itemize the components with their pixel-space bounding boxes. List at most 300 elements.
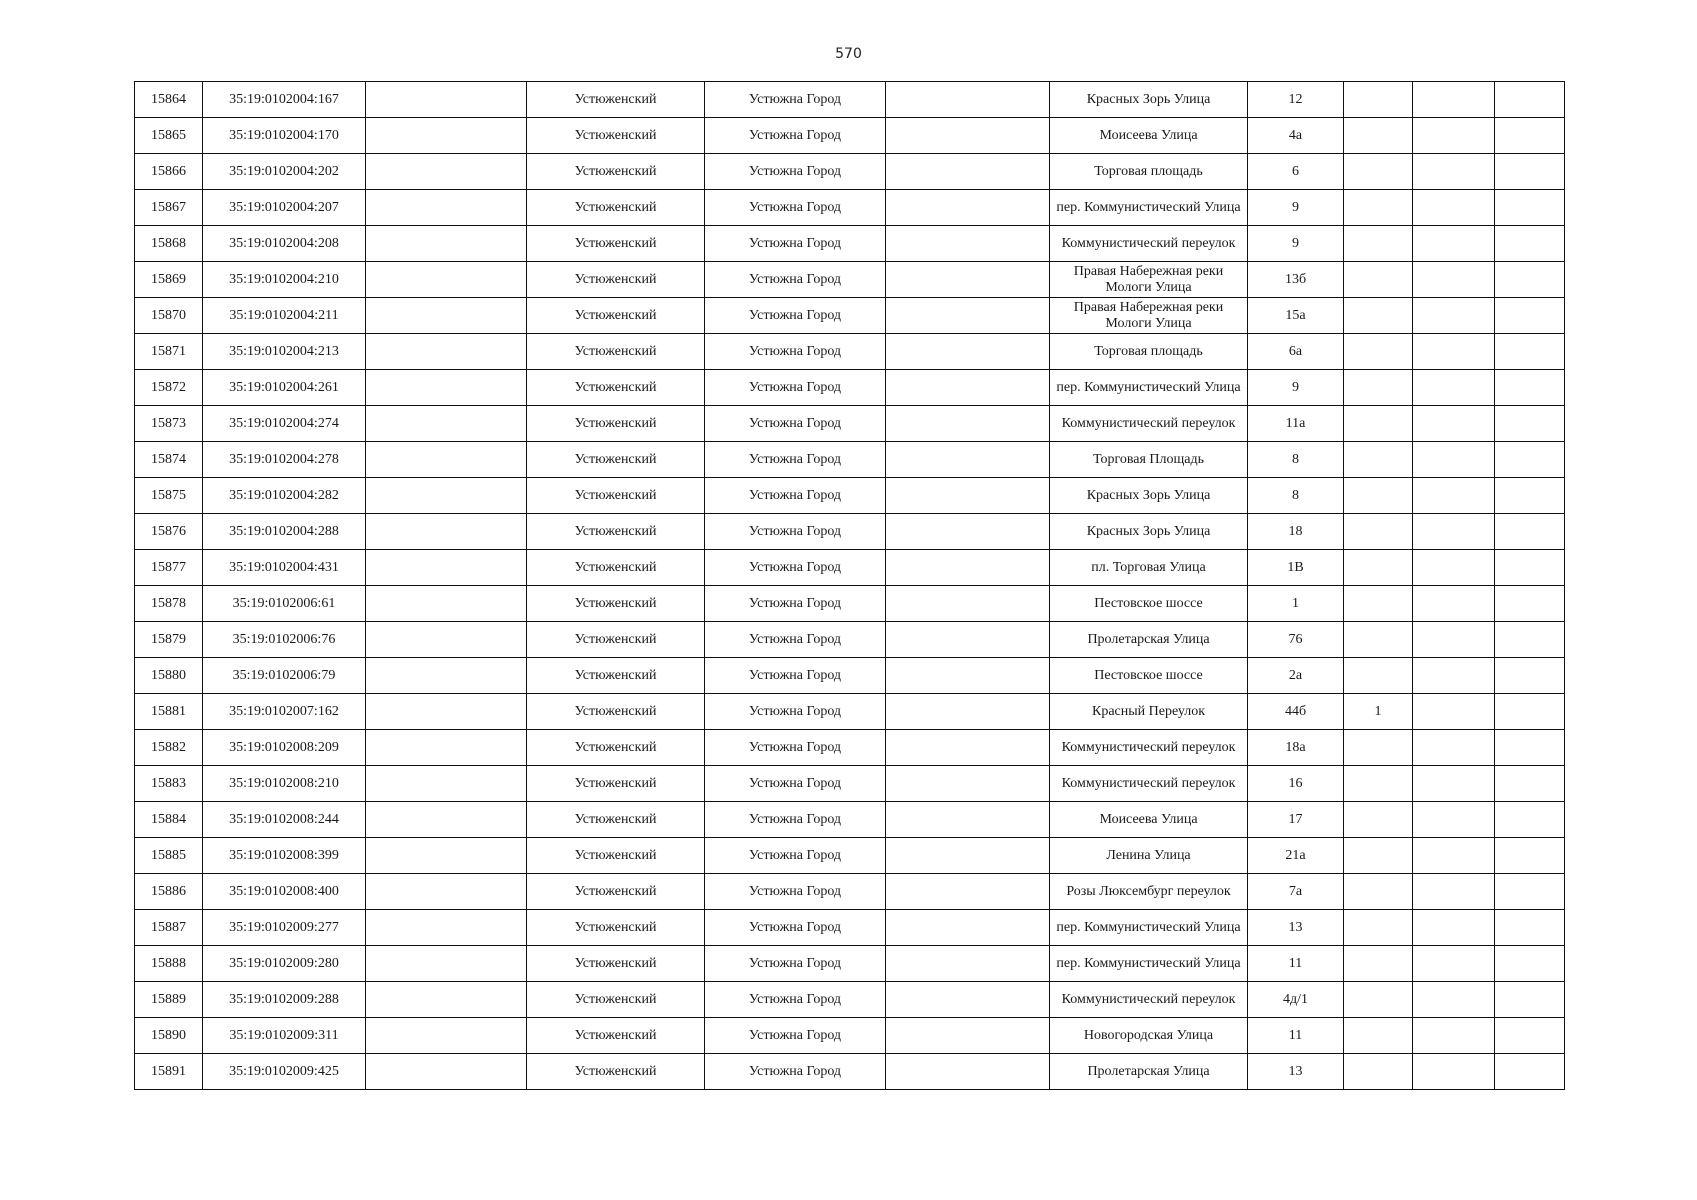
table-row bbox=[135, 874, 1565, 910]
cadastral-number-cell: 35:19:0102009:311 bbox=[203, 1018, 366, 1054]
empty-cell bbox=[1413, 1054, 1495, 1090]
settlement-cell: Устюжна Город bbox=[705, 82, 886, 118]
table-row bbox=[135, 838, 1565, 874]
house-number-cell: 16 bbox=[1248, 766, 1344, 802]
empty-cell bbox=[366, 118, 527, 154]
row-number-cell: 15868 bbox=[135, 226, 203, 262]
empty-cell bbox=[1495, 190, 1565, 226]
district-cell: Устюженский bbox=[527, 154, 705, 190]
empty-cell bbox=[1413, 622, 1495, 658]
row-number-cell: 15864 bbox=[135, 82, 203, 118]
extra-value-cell bbox=[1344, 622, 1413, 658]
empty-cell bbox=[1495, 586, 1565, 622]
empty-cell bbox=[1413, 442, 1495, 478]
extra-value-cell bbox=[1344, 1054, 1413, 1090]
house-number-cell: 1 bbox=[1248, 586, 1344, 622]
table-row bbox=[135, 1018, 1565, 1054]
empty-cell bbox=[1413, 694, 1495, 730]
table-row bbox=[135, 370, 1565, 406]
cadastral-number-cell: 35:19:0102004:170 bbox=[203, 118, 366, 154]
settlement-cell: Устюжна Город bbox=[705, 982, 886, 1018]
empty-cell bbox=[366, 514, 527, 550]
street-cell: Торговая Площадь bbox=[1050, 442, 1248, 478]
empty-cell bbox=[1495, 658, 1565, 694]
extra-value-cell bbox=[1344, 586, 1413, 622]
empty-cell bbox=[1495, 478, 1565, 514]
empty-cell bbox=[366, 154, 527, 190]
house-number-cell: 4а bbox=[1248, 118, 1344, 154]
registry-table bbox=[134, 81, 1565, 1090]
cadastral-number-cell: 35:19:0102006:61 bbox=[203, 586, 366, 622]
extra-value-cell bbox=[1344, 910, 1413, 946]
empty-cell bbox=[886, 262, 1050, 298]
cadastral-number-cell: 35:19:0102004:288 bbox=[203, 514, 366, 550]
table-row bbox=[135, 730, 1565, 766]
settlement-cell: Устюжна Город bbox=[705, 838, 886, 874]
row-number-cell: 15878 bbox=[135, 586, 203, 622]
empty-cell bbox=[1413, 226, 1495, 262]
empty-cell bbox=[366, 946, 527, 982]
street-cell: Красный Переулок bbox=[1050, 694, 1248, 730]
district-cell: Устюженский bbox=[527, 190, 705, 226]
empty-cell bbox=[1413, 838, 1495, 874]
settlement-cell: Устюжна Город bbox=[705, 874, 886, 910]
district-cell: Устюженский bbox=[527, 730, 705, 766]
extra-value-cell bbox=[1344, 802, 1413, 838]
row-number-cell: 15879 bbox=[135, 622, 203, 658]
settlement-cell: Устюжна Город bbox=[705, 118, 886, 154]
empty-cell bbox=[1413, 1018, 1495, 1054]
street-cell: Моисеева Улица bbox=[1050, 802, 1248, 838]
empty-cell bbox=[366, 658, 527, 694]
cadastral-number-cell: 35:19:0102006:79 bbox=[203, 658, 366, 694]
row-number-cell: 15889 bbox=[135, 982, 203, 1018]
empty-cell bbox=[1413, 154, 1495, 190]
empty-cell bbox=[886, 334, 1050, 370]
district-cell: Устюженский bbox=[527, 874, 705, 910]
cadastral-number-cell: 35:19:0102004:431 bbox=[203, 550, 366, 586]
empty-cell bbox=[1495, 838, 1565, 874]
table-row bbox=[135, 154, 1565, 190]
cadastral-number-cell: 35:19:0102007:162 bbox=[203, 694, 366, 730]
cadastral-number-cell: 35:19:0102004:278 bbox=[203, 442, 366, 478]
house-number-cell: 13 bbox=[1248, 1054, 1344, 1090]
street-cell: Моисеева Улица bbox=[1050, 118, 1248, 154]
table-row bbox=[135, 334, 1565, 370]
row-number-cell: 15890 bbox=[135, 1018, 203, 1054]
table-row bbox=[135, 514, 1565, 550]
empty-cell bbox=[886, 478, 1050, 514]
settlement-cell: Устюжна Город bbox=[705, 442, 886, 478]
empty-cell bbox=[366, 406, 527, 442]
empty-cell bbox=[1495, 370, 1565, 406]
empty-cell bbox=[1495, 82, 1565, 118]
empty-cell bbox=[1495, 406, 1565, 442]
settlement-cell: Устюжна Город bbox=[705, 730, 886, 766]
empty-cell bbox=[886, 838, 1050, 874]
settlement-cell: Устюжна Город bbox=[705, 946, 886, 982]
empty-cell bbox=[1413, 874, 1495, 910]
house-number-cell: 13 bbox=[1248, 910, 1344, 946]
cadastral-number-cell: 35:19:0102004:210 bbox=[203, 262, 366, 298]
district-cell: Устюженский bbox=[527, 694, 705, 730]
empty-cell bbox=[886, 118, 1050, 154]
empty-cell bbox=[886, 226, 1050, 262]
district-cell: Устюженский bbox=[527, 802, 705, 838]
district-cell: Устюженский bbox=[527, 622, 705, 658]
street-cell: Красных Зорь Улица bbox=[1050, 82, 1248, 118]
row-number-cell: 15871 bbox=[135, 334, 203, 370]
empty-cell bbox=[366, 478, 527, 514]
cadastral-number-cell: 35:19:0102009:425 bbox=[203, 1054, 366, 1090]
table-row bbox=[135, 550, 1565, 586]
cadastral-number-cell: 35:19:0102008:244 bbox=[203, 802, 366, 838]
street-cell: пер. Коммунистический Улица bbox=[1050, 190, 1248, 226]
empty-cell bbox=[366, 370, 527, 406]
settlement-cell: Устюжна Город bbox=[705, 1018, 886, 1054]
street-cell: Торговая площадь bbox=[1050, 334, 1248, 370]
house-number-cell: 15а bbox=[1248, 298, 1344, 334]
district-cell: Устюженский bbox=[527, 406, 705, 442]
row-number-cell: 15873 bbox=[135, 406, 203, 442]
district-cell: Устюженский bbox=[527, 298, 705, 334]
empty-cell bbox=[1413, 982, 1495, 1018]
house-number-cell: 18 bbox=[1248, 514, 1344, 550]
district-cell: Устюженский bbox=[527, 478, 705, 514]
cadastral-number-cell: 35:19:0102008:399 bbox=[203, 838, 366, 874]
empty-cell bbox=[1495, 766, 1565, 802]
house-number-cell: 17 bbox=[1248, 802, 1344, 838]
house-number-cell: 7а bbox=[1248, 874, 1344, 910]
empty-cell bbox=[886, 406, 1050, 442]
house-number-cell: 21а bbox=[1248, 838, 1344, 874]
cadastral-number-cell: 35:19:0102008:210 bbox=[203, 766, 366, 802]
district-cell: Устюженский bbox=[527, 838, 705, 874]
empty-cell bbox=[366, 838, 527, 874]
extra-value-cell bbox=[1344, 730, 1413, 766]
row-number-cell: 15866 bbox=[135, 154, 203, 190]
house-number-cell: 2а bbox=[1248, 658, 1344, 694]
house-number-cell: 9 bbox=[1248, 370, 1344, 406]
empty-cell bbox=[886, 946, 1050, 982]
extra-value-cell bbox=[1344, 442, 1413, 478]
empty-cell bbox=[1413, 730, 1495, 766]
empty-cell bbox=[886, 1018, 1050, 1054]
settlement-cell: Устюжна Город bbox=[705, 406, 886, 442]
cadastral-number-cell: 35:19:0102008:400 bbox=[203, 874, 366, 910]
empty-cell bbox=[1495, 334, 1565, 370]
row-number-cell: 15877 bbox=[135, 550, 203, 586]
row-number-cell: 15874 bbox=[135, 442, 203, 478]
empty-cell bbox=[366, 226, 527, 262]
settlement-cell: Устюжна Город bbox=[705, 910, 886, 946]
row-number-cell: 15885 bbox=[135, 838, 203, 874]
district-cell: Устюженский bbox=[527, 226, 705, 262]
house-number-cell: 1В bbox=[1248, 550, 1344, 586]
house-number-cell: 11а bbox=[1248, 406, 1344, 442]
house-number-cell: 12 bbox=[1248, 82, 1344, 118]
row-number-cell: 15882 bbox=[135, 730, 203, 766]
extra-value-cell bbox=[1344, 406, 1413, 442]
empty-cell bbox=[366, 982, 527, 1018]
house-number-cell: 9 bbox=[1248, 226, 1344, 262]
extra-value-cell bbox=[1344, 982, 1413, 1018]
street-cell: Красных Зорь Улица bbox=[1050, 478, 1248, 514]
table-row bbox=[135, 802, 1565, 838]
house-number-cell: 44б bbox=[1248, 694, 1344, 730]
settlement-cell: Устюжна Город bbox=[705, 514, 886, 550]
district-cell: Устюженский bbox=[527, 1018, 705, 1054]
empty-cell bbox=[366, 190, 527, 226]
empty-cell bbox=[1413, 406, 1495, 442]
extra-value-cell bbox=[1344, 1018, 1413, 1054]
empty-cell bbox=[366, 262, 527, 298]
empty-cell bbox=[1495, 262, 1565, 298]
empty-cell bbox=[1495, 982, 1565, 1018]
extra-value-cell bbox=[1344, 658, 1413, 694]
house-number-cell: 4д/1 bbox=[1248, 982, 1344, 1018]
house-number-cell: 11 bbox=[1248, 946, 1344, 982]
row-number-cell: 15888 bbox=[135, 946, 203, 982]
row-number-cell: 15884 bbox=[135, 802, 203, 838]
street-cell: Коммунистический переулок bbox=[1050, 766, 1248, 802]
house-number-cell: 18а bbox=[1248, 730, 1344, 766]
empty-cell bbox=[1413, 190, 1495, 226]
settlement-cell: Устюжна Город bbox=[705, 262, 886, 298]
empty-cell bbox=[366, 550, 527, 586]
empty-cell bbox=[366, 1054, 527, 1090]
empty-cell bbox=[1495, 514, 1565, 550]
extra-value-cell bbox=[1344, 298, 1413, 334]
empty-cell bbox=[1495, 226, 1565, 262]
empty-cell bbox=[1413, 334, 1495, 370]
street-cell: Коммунистический переулок bbox=[1050, 982, 1248, 1018]
house-number-cell: 8 bbox=[1248, 442, 1344, 478]
empty-cell bbox=[886, 694, 1050, 730]
empty-cell bbox=[886, 586, 1050, 622]
empty-cell bbox=[366, 82, 527, 118]
table-row bbox=[135, 478, 1565, 514]
empty-cell bbox=[366, 586, 527, 622]
empty-cell bbox=[1413, 586, 1495, 622]
row-number-cell: 15891 bbox=[135, 1054, 203, 1090]
extra-value-cell bbox=[1344, 118, 1413, 154]
empty-cell bbox=[886, 910, 1050, 946]
row-number-cell: 15869 bbox=[135, 262, 203, 298]
street-cell: Правая Набережная реки Мологи Улица bbox=[1050, 298, 1248, 334]
street-cell: Красных Зорь Улица bbox=[1050, 514, 1248, 550]
district-cell: Устюженский bbox=[527, 442, 705, 478]
empty-cell bbox=[1495, 1054, 1565, 1090]
cadastral-number-cell: 35:19:0102004:167 bbox=[203, 82, 366, 118]
cadastral-number-cell: 35:19:0102004:208 bbox=[203, 226, 366, 262]
settlement-cell: Устюжна Город bbox=[705, 694, 886, 730]
empty-cell bbox=[1495, 622, 1565, 658]
empty-cell bbox=[886, 874, 1050, 910]
empty-cell bbox=[1413, 262, 1495, 298]
table-row bbox=[135, 262, 1565, 298]
empty-cell bbox=[1495, 910, 1565, 946]
street-cell: пер. Коммунистический Улица bbox=[1050, 910, 1248, 946]
table-row bbox=[135, 226, 1565, 262]
table-row bbox=[135, 694, 1565, 730]
row-number-cell: 15876 bbox=[135, 514, 203, 550]
table-row bbox=[135, 910, 1565, 946]
cadastral-number-cell: 35:19:0102009:280 bbox=[203, 946, 366, 982]
empty-cell bbox=[1495, 442, 1565, 478]
street-cell: Пролетарская Улица bbox=[1050, 622, 1248, 658]
empty-cell bbox=[1413, 658, 1495, 694]
street-cell: Розы Люксембург переулок bbox=[1050, 874, 1248, 910]
extra-value-cell bbox=[1344, 226, 1413, 262]
row-number-cell: 15883 bbox=[135, 766, 203, 802]
empty-cell bbox=[886, 370, 1050, 406]
extra-value-cell bbox=[1344, 82, 1413, 118]
empty-cell bbox=[366, 298, 527, 334]
empty-cell bbox=[1413, 478, 1495, 514]
street-cell: пл. Торговая Улица bbox=[1050, 550, 1248, 586]
street-cell: Правая Набережная реки Мологи Улица bbox=[1050, 262, 1248, 298]
district-cell: Устюженский bbox=[527, 946, 705, 982]
empty-cell bbox=[1495, 1018, 1565, 1054]
empty-cell bbox=[1413, 370, 1495, 406]
empty-cell bbox=[886, 190, 1050, 226]
house-number-cell: 13б bbox=[1248, 262, 1344, 298]
settlement-cell: Устюжна Город bbox=[705, 550, 886, 586]
cadastral-number-cell: 35:19:0102004:207 bbox=[203, 190, 366, 226]
empty-cell bbox=[1413, 82, 1495, 118]
row-number-cell: 15870 bbox=[135, 298, 203, 334]
empty-cell bbox=[886, 658, 1050, 694]
extra-value-cell bbox=[1344, 514, 1413, 550]
table-row bbox=[135, 586, 1565, 622]
empty-cell bbox=[1495, 118, 1565, 154]
settlement-cell: Устюжна Город bbox=[705, 766, 886, 802]
empty-cell bbox=[886, 730, 1050, 766]
empty-cell bbox=[366, 874, 527, 910]
street-cell: пер. Коммунистический Улица bbox=[1050, 946, 1248, 982]
district-cell: Устюженский bbox=[527, 1054, 705, 1090]
empty-cell bbox=[1495, 154, 1565, 190]
cadastral-number-cell: 35:19:0102004:202 bbox=[203, 154, 366, 190]
table-row bbox=[135, 190, 1565, 226]
empty-cell bbox=[1495, 550, 1565, 586]
row-number-cell: 15872 bbox=[135, 370, 203, 406]
empty-cell bbox=[366, 334, 527, 370]
empty-cell bbox=[886, 622, 1050, 658]
district-cell: Устюженский bbox=[527, 82, 705, 118]
empty-cell bbox=[1495, 730, 1565, 766]
street-cell: Торговая площадь bbox=[1050, 154, 1248, 190]
district-cell: Устюженский bbox=[527, 514, 705, 550]
empty-cell bbox=[366, 910, 527, 946]
district-cell: Устюженский bbox=[527, 550, 705, 586]
house-number-cell: 6 bbox=[1248, 154, 1344, 190]
street-cell: Новогородская Улица bbox=[1050, 1018, 1248, 1054]
extra-value-cell bbox=[1344, 154, 1413, 190]
empty-cell bbox=[1495, 802, 1565, 838]
empty-cell bbox=[886, 82, 1050, 118]
extra-value-cell bbox=[1344, 478, 1413, 514]
extra-value-cell bbox=[1344, 874, 1413, 910]
empty-cell bbox=[1413, 802, 1495, 838]
row-number-cell: 15887 bbox=[135, 910, 203, 946]
table-row bbox=[135, 118, 1565, 154]
settlement-cell: Устюжна Город bbox=[705, 658, 886, 694]
settlement-cell: Устюжна Город bbox=[705, 802, 886, 838]
empty-cell bbox=[366, 730, 527, 766]
street-cell: Пролетарская Улица bbox=[1050, 1054, 1248, 1090]
row-number-cell: 15875 bbox=[135, 478, 203, 514]
table-row bbox=[135, 766, 1565, 802]
district-cell: Устюженский bbox=[527, 982, 705, 1018]
empty-cell bbox=[1413, 910, 1495, 946]
table-row bbox=[135, 298, 1565, 334]
empty-cell bbox=[886, 802, 1050, 838]
empty-cell bbox=[1495, 874, 1565, 910]
settlement-cell: Устюжна Город bbox=[705, 478, 886, 514]
empty-cell bbox=[1413, 298, 1495, 334]
settlement-cell: Устюжна Город bbox=[705, 586, 886, 622]
table-row bbox=[135, 658, 1565, 694]
street-cell: Коммунистический переулок bbox=[1050, 730, 1248, 766]
empty-cell bbox=[1413, 514, 1495, 550]
empty-cell bbox=[1413, 946, 1495, 982]
street-cell: Пестовское шоссе bbox=[1050, 658, 1248, 694]
table-row bbox=[135, 982, 1565, 1018]
row-number-cell: 15867 bbox=[135, 190, 203, 226]
street-cell: Ленина Улица bbox=[1050, 838, 1248, 874]
settlement-cell: Устюжна Город bbox=[705, 190, 886, 226]
empty-cell bbox=[886, 298, 1050, 334]
settlement-cell: Устюжна Город bbox=[705, 334, 886, 370]
empty-cell bbox=[366, 694, 527, 730]
table-row bbox=[135, 406, 1565, 442]
house-number-cell: 11 bbox=[1248, 1018, 1344, 1054]
settlement-cell: Устюжна Город bbox=[705, 370, 886, 406]
table-row bbox=[135, 946, 1565, 982]
empty-cell bbox=[886, 766, 1050, 802]
house-number-cell: 76 bbox=[1248, 622, 1344, 658]
street-cell: Коммунистический переулок bbox=[1050, 406, 1248, 442]
extra-value-cell bbox=[1344, 262, 1413, 298]
district-cell: Устюженский bbox=[527, 370, 705, 406]
street-cell: Коммунистический переулок bbox=[1050, 226, 1248, 262]
empty-cell bbox=[366, 442, 527, 478]
district-cell: Устюженский bbox=[527, 118, 705, 154]
extra-value-cell: 1 bbox=[1344, 694, 1413, 730]
settlement-cell: Устюжна Город bbox=[705, 226, 886, 262]
extra-value-cell bbox=[1344, 766, 1413, 802]
district-cell: Устюженский bbox=[527, 766, 705, 802]
empty-cell bbox=[886, 442, 1050, 478]
cadastral-number-cell: 35:19:0102004:211 bbox=[203, 298, 366, 334]
empty-cell bbox=[1413, 766, 1495, 802]
house-number-cell: 9 bbox=[1248, 190, 1344, 226]
extra-value-cell bbox=[1344, 946, 1413, 982]
settlement-cell: Устюжна Город bbox=[705, 622, 886, 658]
settlement-cell: Устюжна Город bbox=[705, 1054, 886, 1090]
empty-cell bbox=[1413, 118, 1495, 154]
settlement-cell: Устюжна Город bbox=[705, 298, 886, 334]
cadastral-number-cell: 35:19:0102004:261 bbox=[203, 370, 366, 406]
table-row bbox=[135, 622, 1565, 658]
empty-cell bbox=[886, 514, 1050, 550]
row-number-cell: 15881 bbox=[135, 694, 203, 730]
district-cell: Устюженский bbox=[527, 586, 705, 622]
extra-value-cell bbox=[1344, 370, 1413, 406]
empty-cell bbox=[1413, 550, 1495, 586]
